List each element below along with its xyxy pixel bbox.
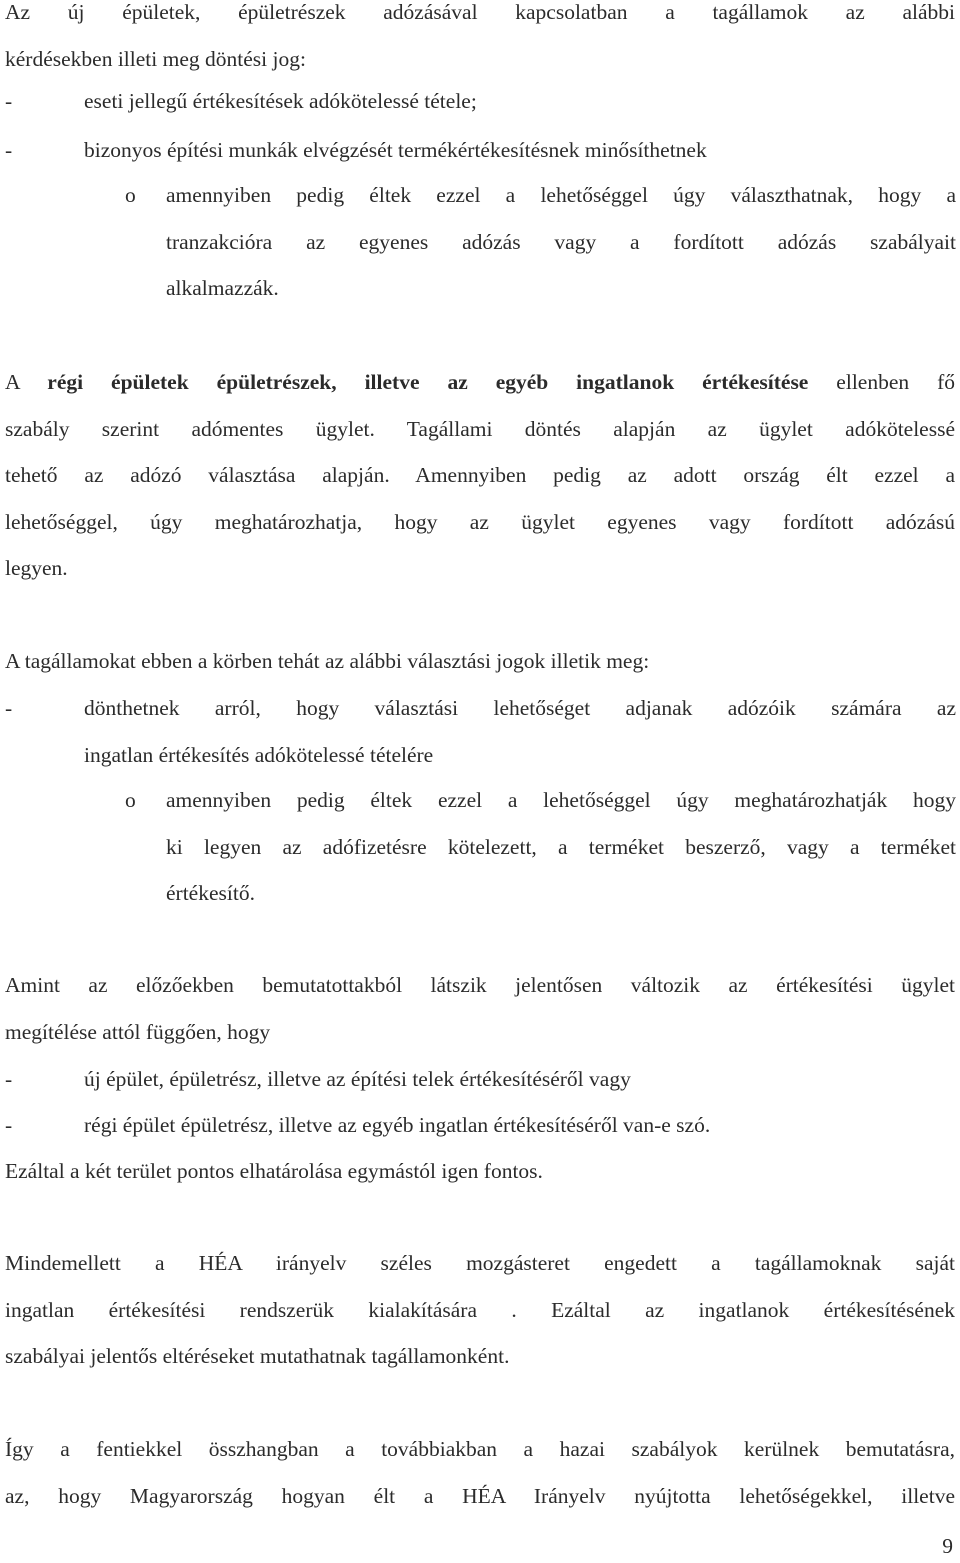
text-line: Az új épületek, épületrészek adózásával kapcsolatban a tagállamok az alábbi: [5, 0, 955, 24]
text-line: kérdésekben illeti meg döntési jog:: [5, 46, 306, 71]
text-line: az, hogy Magyarország hogyan élt a HÉA Irányelv nyújtotta lehetőségekkel, illetve: [5, 1483, 955, 1508]
text-line: ingatlan értékesítés adókötelessé tételére: [84, 742, 434, 767]
list-item-text: új épület, épületrész, illetve az építési telek értékesítéséről vagy: [84, 1067, 631, 1091]
text-line: dönthetnek arról, hogy választási lehetőséget adjanak adózóik számára az: [84, 696, 956, 720]
text-span: ellenben fő: [808, 370, 955, 394]
dash-bullet: -: [5, 696, 13, 720]
text-line: szabályai jelentős eltéréseket mutathatnak tagállamonként.: [5, 1344, 510, 1368]
text-line: értékesítő.: [166, 881, 255, 905]
dash-bullet: -: [5, 1067, 13, 1091]
text-line: szabály szerint adómentes ügylet. Tagállami döntés alapján az ügylet adókötelessé: [5, 416, 955, 441]
paragraph-old-buildings: [5, 359, 955, 592]
list-item-text: eseti jellegű értékesítések adókötelessé tétele;: [84, 89, 477, 113]
paragraph-intro: [5, 0, 955, 82]
text-line: tehető az adózó választása alapján. Amennyiben pedig az adott ország élt ezzel a: [5, 463, 955, 487]
paragraph-conclusion: [5, 1148, 955, 1195]
text-line: alkalmazzák.: [166, 276, 279, 300]
text-line: megítélése attól függően, hogy: [5, 1019, 271, 1044]
dash-bullet: -: [5, 1113, 13, 1137]
text-line: amennyiben pedig éltek ezzel a lehetőséggel úgy választhatnak, hogy a: [166, 183, 956, 207]
text-line: amennyiben pedig éltek ezzel a lehetőséggel úgy meghatározhatják hogy: [166, 788, 956, 812]
dash-bullet: -: [5, 89, 13, 113]
circle-bullet: o: [125, 788, 136, 812]
text-line: Amint az előzőekben bemutatottakból látszik jelentősen változik az értékesítési ügylet: [5, 973, 955, 997]
dash-bullet: -: [5, 138, 13, 162]
text-line: lehetőséggel, úgy meghatározhatja, hogy az ügylet egyenes vagy fordított adózású: [5, 509, 955, 534]
text-line: legyen.: [5, 556, 68, 580]
text-line: ki legyen az adófizetésre kötelezett, a terméket beszerző, vagy a terméket: [166, 834, 956, 859]
text-line: Így a fentiekkel összhangban a továbbiakban a hazai szabályok kerülnek bemutatásra,: [5, 1437, 955, 1461]
list-item-text: régi épület épületrész, illetve az egyéb ingatlan értékesítéséről van-e szó.: [84, 1113, 711, 1137]
paragraph-hungarian-rules: [5, 1426, 955, 1519]
list-item-text: bizonyos építési munkák elvégzését termékértékesítésnek minősíthetnek: [84, 138, 707, 162]
text-span: A: [5, 370, 48, 394]
paragraph-hea-directive: [5, 1240, 955, 1380]
paragraph-member-states: [5, 638, 955, 685]
circle-bullet: o: [125, 183, 136, 207]
page-number: 9: [942, 1534, 953, 1558]
text-line: Ezáltal a két terület pontos elhatárolása egymástól igen fontos.: [5, 1159, 543, 1183]
paragraph-differences: [5, 962, 955, 1055]
text-line: Mindemellett a HÉA irányelv széles mozgásteret engedett a tagállamoknak saját: [5, 1251, 955, 1275]
text-line: tranzakcióra az egyenes adózás vagy a fordított adózás szabályait: [166, 229, 956, 254]
text-line: A tagállamokat ebben a körben tehát az alábbi választási jogok illetik meg:: [5, 649, 650, 673]
text-line: ingatlan értékesítési rendszerük kialakítására . Ezáltal az ingatlanok értékesítésének: [5, 1297, 955, 1322]
bold-phrase: régi épületek épületrészek, illetve az egyéb ingatlanok értékesítése: [47, 370, 809, 394]
text-line: [5, 359, 955, 406]
